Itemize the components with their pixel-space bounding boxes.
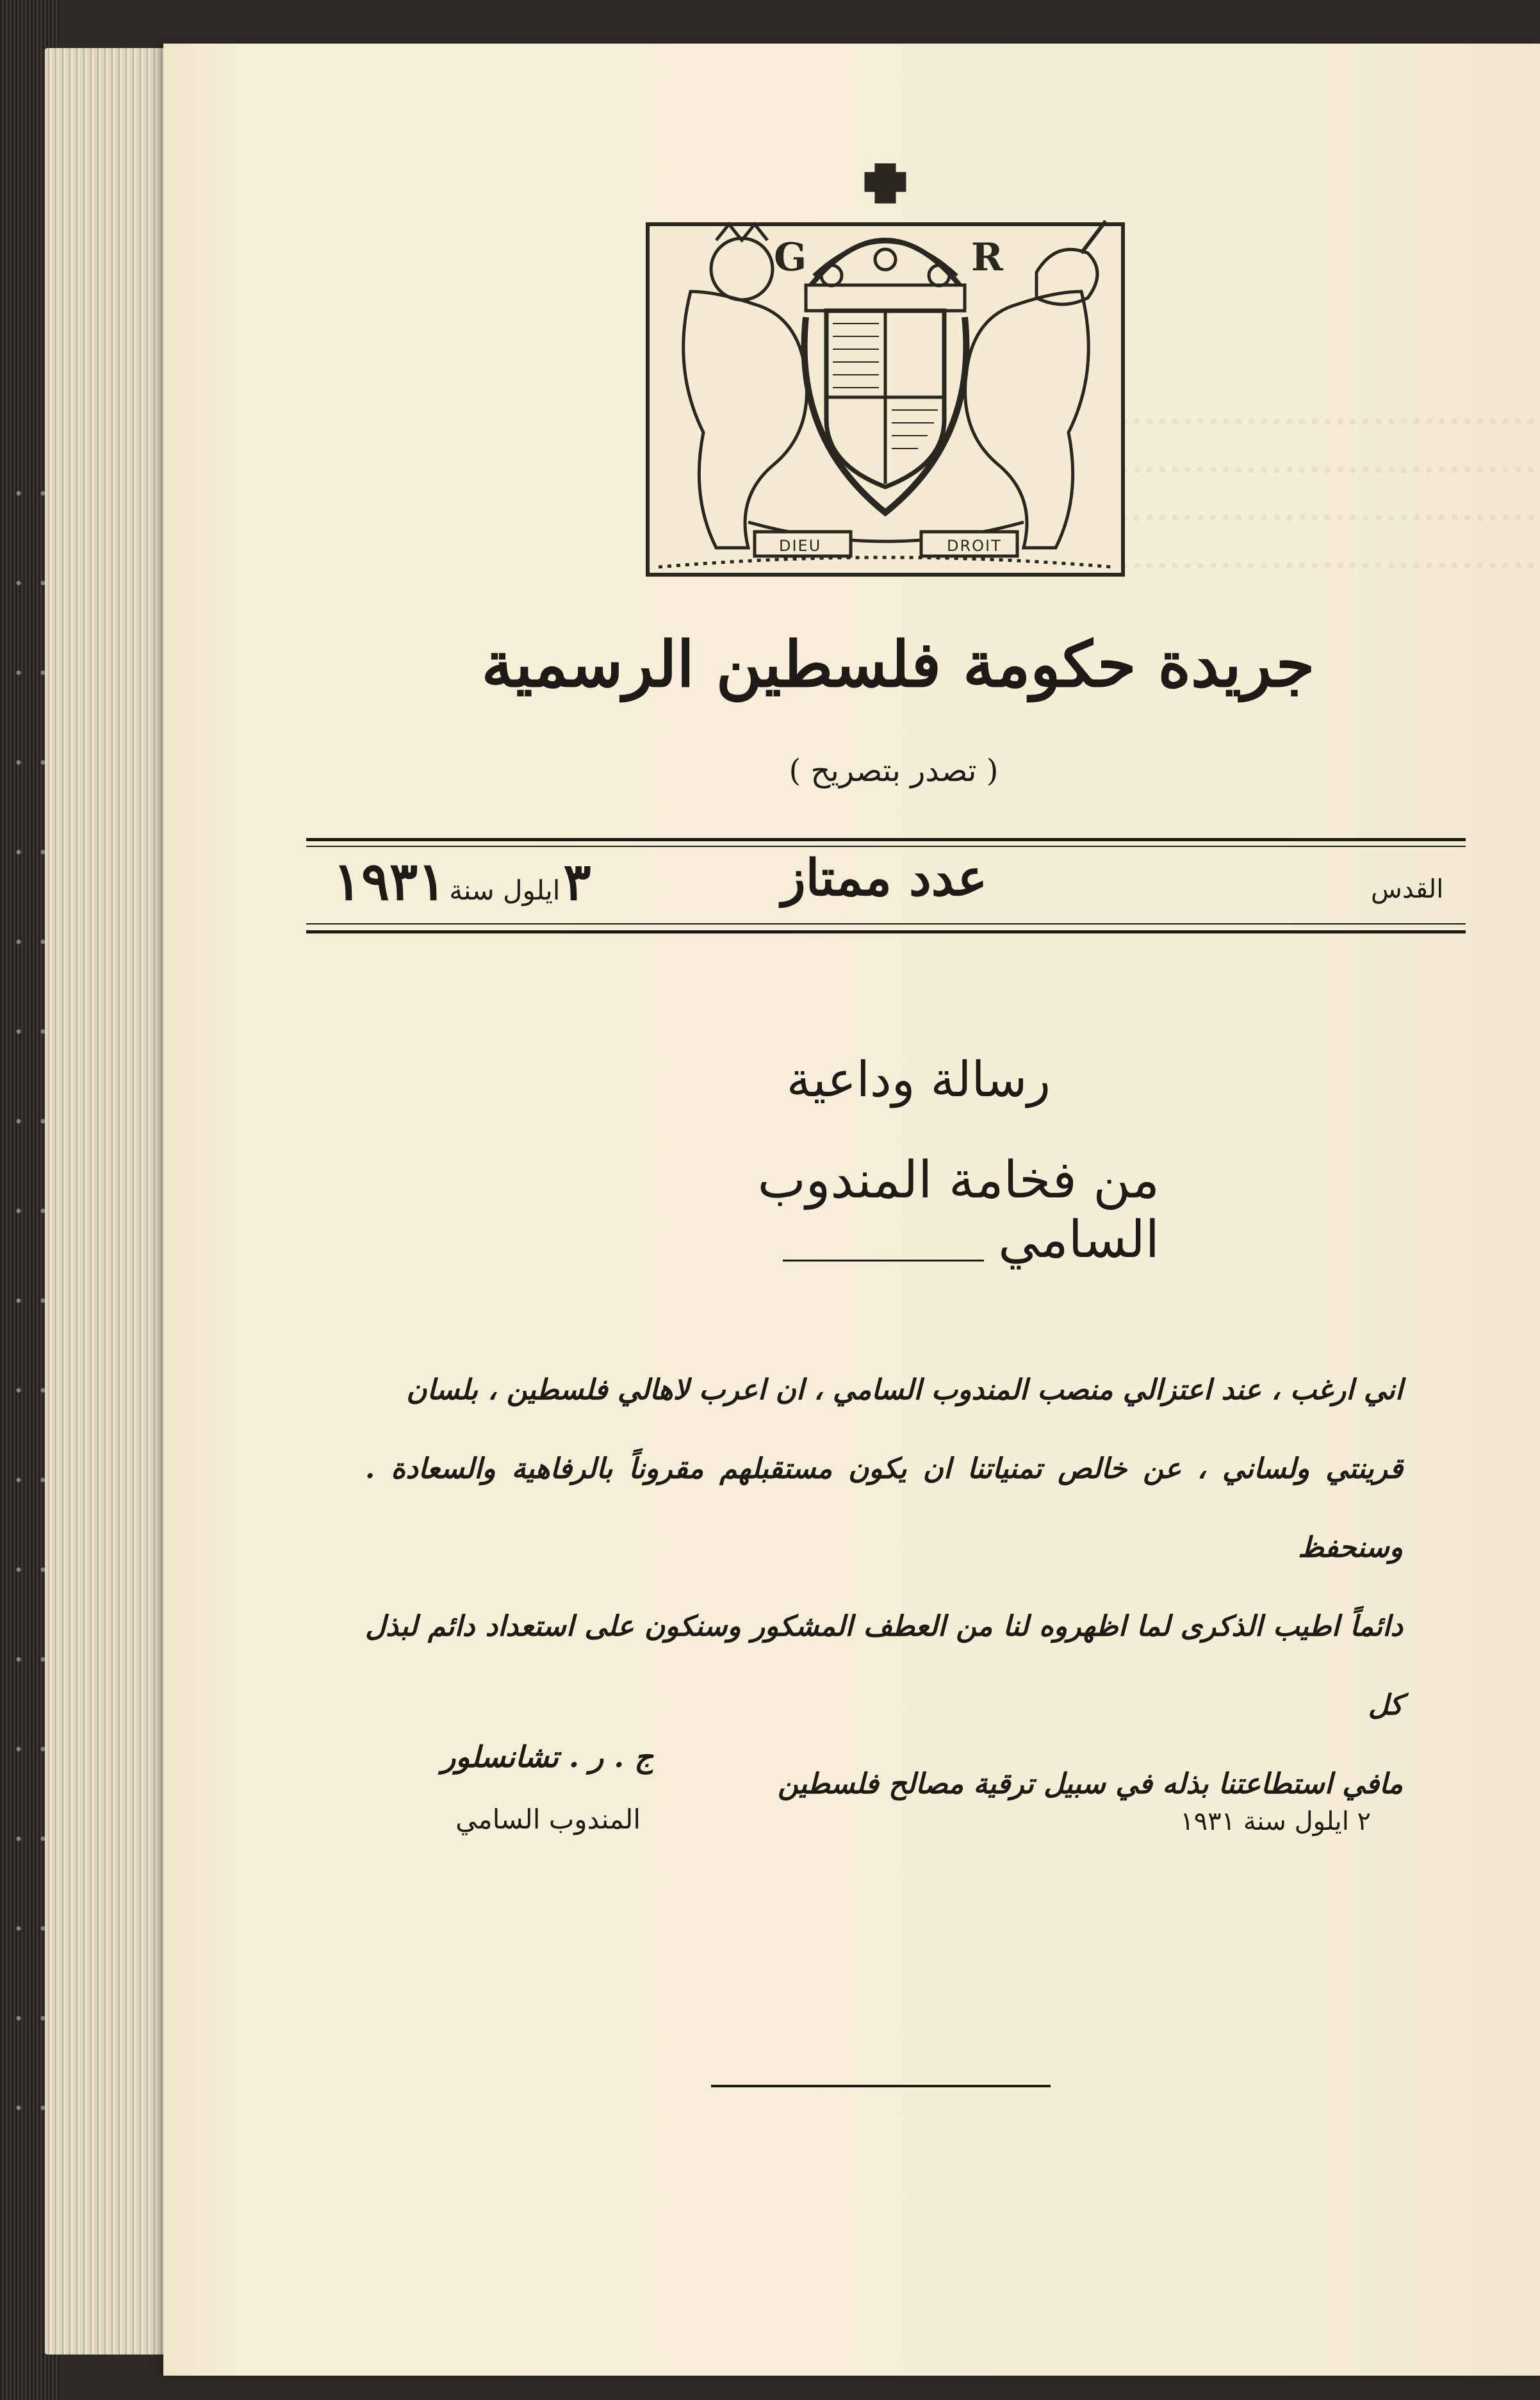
article-heading-line1: رسالة وداعية xyxy=(786,1051,1051,1108)
motto-left: DIEU xyxy=(779,537,822,555)
heading-divider xyxy=(783,1260,984,1262)
binding-texture xyxy=(6,448,45,2178)
signature-title: المندوب السامي xyxy=(455,1804,641,1835)
royal-coat-of-arms xyxy=(646,163,1125,577)
dateline-city: القدس xyxy=(1371,875,1444,904)
monogram-r: R xyxy=(971,235,1003,280)
motto-right: DROIT xyxy=(947,537,1002,555)
issue-date xyxy=(333,851,591,912)
monogram-g: G xyxy=(774,235,807,280)
top-rule-thick xyxy=(306,838,1466,841)
issue-year: ١٩٣١ xyxy=(333,851,446,912)
body-line: مافي استطاعتنا بذله في سبيل ترقية مصالح فلسطين xyxy=(778,1768,1403,1800)
top-rule-thin xyxy=(306,846,1466,847)
issue-day: ٣ xyxy=(563,851,591,912)
signed-date: ٢ ايلول سنة ١٩٣١ xyxy=(1180,1807,1371,1836)
license-note: ( تصدر بتصريح ) xyxy=(789,753,999,789)
edition-label: عدد ممتاز xyxy=(782,849,988,907)
article-heading-line2: من فخامة المندوب السامي xyxy=(757,1150,1159,1269)
gazette-title xyxy=(0,628,1540,702)
closing-rule xyxy=(711,2085,1051,2087)
page-edges xyxy=(45,48,173,2355)
issue-month: ايلول سنة xyxy=(449,875,561,906)
gazette-title-text: جريدة حكومة فلسطين الرسمية xyxy=(481,628,1315,702)
bottom-rule-thin xyxy=(306,923,1466,925)
body-line: اني ارغب ، عند اعتزالي منصب المندوب السامي ، ان اعرب لاهالي فلسطين ، بلسان xyxy=(406,1374,1403,1406)
body-line: قرينتي ولساني ، عن خالص تمنياتنا ان يكون مستقبلهم مقروناً بالرفاهية والسعادة . وسنحفظ xyxy=(365,1452,1403,1564)
arms-drawing xyxy=(646,163,1125,577)
body-line: دائماً اطيب الذكرى لما اظهروه لنا من العطف المشكور وسنكون على استعداد دائم لبذل كل xyxy=(365,1610,1403,1722)
signature-name: ج . ر . تشانسلور xyxy=(441,1739,653,1774)
bottom-rule-thick xyxy=(306,930,1466,933)
